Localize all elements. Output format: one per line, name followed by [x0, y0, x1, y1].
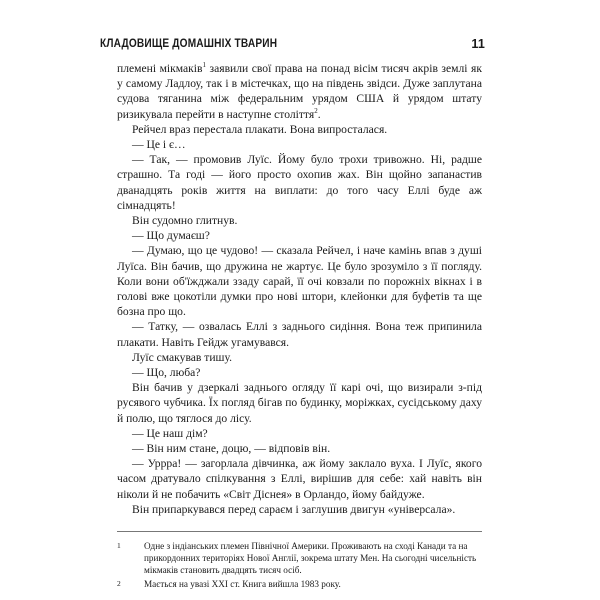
paragraph: Рейчел враз перестала плакати. Вона випросталася. [132, 122, 388, 136]
paragraph: племені мікмаків$^1$ заявили свої права на понад вісім тисяч акрів землі як у самому Ладлоу, так і в містечках, що на південь звідси. Дуже заплутана судова тяганина між федеральним урядом США й урядом штату ризикувала перейти в наступне століття$^2$. [117, 61, 482, 121]
paragraph: — Думаю, що це чудово! — сказала Рейчел, і наче камінь впав з душі Луїса. Він бачив, що дружина не жартує. Це було зрозуміло з її погляду. Коли вони об'їжджали ззаду сарай, її очі ковзали по порожніх вікнах і в голові вже цокотіли думки про нові штори, клейонки для буфетів та ще бозна про що. [117, 244, 482, 319]
paragraph: — Татку, — озвалась Еллі з заднього сидіння. Вона теж припинила плакати. Навіть Гейдж угамувався. [117, 320, 482, 349]
footnote [117, 578, 485, 590]
paragraph: — Це і є… [132, 138, 186, 152]
body-text [117, 61, 482, 517]
footnote-ref: 1 [202, 61, 206, 70]
footnote-mark: 2 [117, 579, 121, 588]
footnote [117, 540, 485, 576]
footnotes [117, 540, 485, 592]
footnote-text: Мається на увазі XXI ст. Книга вийшла 1983 року. [144, 579, 341, 589]
footnote-ref: 2 [314, 106, 318, 115]
paragraph: Він бачив у дзеркалі заднього огляду її карі очі, що визирали з-під русявого чубчика. Їх погляд бігав по будинку, моріжках, сусідському даху й полю, що тяглося до лісу. [117, 381, 482, 425]
paragraph: Він судомно глитнув. [132, 214, 238, 228]
paragraph: — Так, — промовив Луїс. Йому було трохи тривожно. Ні, радше страшно. Та годі — його просто охопив жах. Він щойно запанастив дванадцять років життя на виплати: до того часу Еллі буде аж сімнадцять! [117, 153, 482, 212]
paragraph: — Це наш дім? [132, 426, 208, 440]
footnote-divider [117, 531, 482, 532]
page-number: 11 [471, 37, 485, 51]
paragraph: — Уррра! — загорлала дівчинка, аж йому заклало вуха. І Луїс, якого часом дратувало спілкування з Еллі, вирішив для себе: хай навіть він ніколи й не побачить «Світ Діснея» в Орландо, йому байдуже. [117, 457, 482, 501]
book-title: КЛАДОВИЩЕ ДОМАШНІХ ТВАРИН [100, 38, 278, 50]
running-head [100, 36, 485, 52]
paragraph: Він припаркувався перед сараєм і заглушив двигун «універсала». [132, 502, 456, 516]
footnote-mark: 1 [117, 541, 121, 550]
paragraph: — Що думаєш? [132, 229, 210, 243]
footnote-text: Одне з індіанських племен Північної Америки. Проживають на сході Канади та на прикордонних територіях Нової Англії, зокрема штату Мен. На сьогодні чисельність мікмаків становить двадцять тисяч осіб. [144, 541, 477, 575]
paragraph: Луїс смакував тишу. [132, 350, 233, 364]
paragraph: — Він ним стане, доцю, — відповів він. [132, 442, 331, 456]
paragraph: — Що, люба? [132, 366, 201, 380]
